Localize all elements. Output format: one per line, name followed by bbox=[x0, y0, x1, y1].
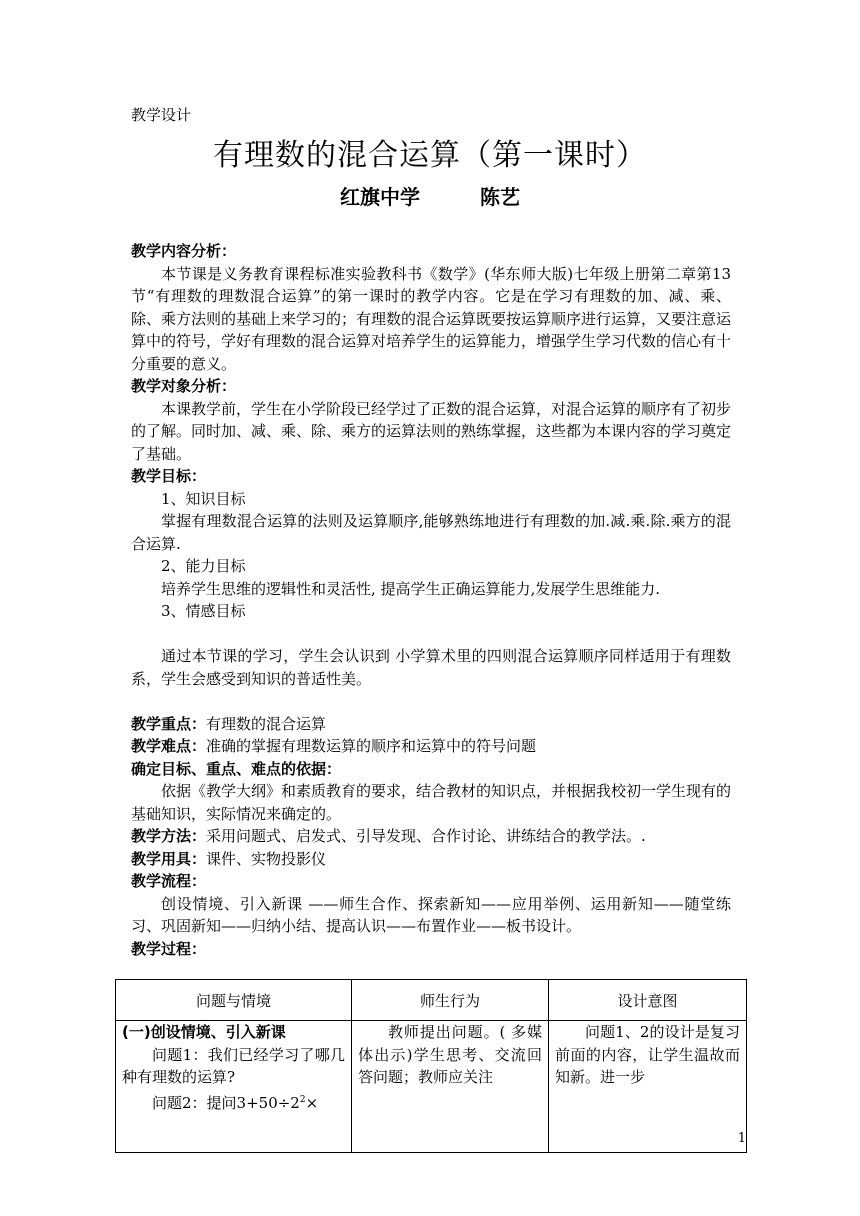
doc-type-label: 教学设计 bbox=[131, 106, 192, 124]
page-title: 有理数的混合运算（第一课时） bbox=[213, 138, 647, 173]
table-header-cell: 设计意图 bbox=[549, 980, 747, 1021]
table-header-cell: 问题与情境 bbox=[116, 980, 352, 1021]
question-2-suffix: × bbox=[305, 1093, 319, 1112]
difficulty-label: 教学难点： bbox=[131, 737, 207, 755]
key-point-label: 教学重点： bbox=[131, 714, 207, 733]
teaching-tools bbox=[131, 848, 731, 871]
goal-ability-title: 2、能力目标 bbox=[161, 557, 246, 575]
question-2 bbox=[122, 1089, 345, 1115]
table-header-row bbox=[116, 980, 747, 1021]
table-cell-situation bbox=[116, 1021, 352, 1153]
table-cell-intent bbox=[549, 1021, 747, 1153]
goal-knowledge-title: 1、知识目标 bbox=[161, 489, 246, 508]
behavior-text: 教师提出问题。( 多媒体出示)学生思考、交流回答问题；教师应关注 bbox=[358, 1023, 542, 1086]
method-label: 教学方法： bbox=[131, 827, 207, 845]
intent-text: 问题1、2的设计是复习前面的内容，让学生温故而知新。进一步 bbox=[555, 1023, 740, 1086]
teaching-method bbox=[131, 825, 731, 848]
table-cell-behavior bbox=[352, 1021, 549, 1153]
process-table bbox=[115, 979, 747, 1153]
question-1: 问题1：我们已经学习了哪几种有理数的运算? bbox=[122, 1045, 345, 1086]
difficulty bbox=[131, 735, 731, 758]
question-2-text: 问题2：提问3+50÷2 bbox=[152, 1093, 300, 1112]
document-body bbox=[131, 240, 731, 960]
section-heading-goals: 教学目标： bbox=[131, 467, 207, 485]
page-number: 1 bbox=[737, 1131, 746, 1146]
method-value: 采用问题式、启发式、引导发现、合作讨论、讲练结合的教学法。. bbox=[206, 827, 646, 845]
question-2-exponent: 2 bbox=[299, 1094, 306, 1105]
tools-label: 教学用具： bbox=[131, 849, 207, 868]
section-heading-object-analysis: 教学对象分析： bbox=[131, 377, 237, 395]
goal-emotion-text: 通过本节课的学习，学生会认识到 小学算术里的四则混合运算顺序同样适用于有理数系，学生会感受到知识的普适性美。 bbox=[131, 647, 731, 688]
table-row bbox=[116, 1021, 747, 1153]
table-header-cell: 师生行为 bbox=[352, 980, 549, 1021]
section-heading-process: 教学过程： bbox=[131, 939, 207, 958]
key-point bbox=[131, 713, 731, 736]
author-line bbox=[0, 181, 860, 210]
school-name: 红旗中学 bbox=[340, 185, 420, 209]
goal-emotion-title: 3、情感目标 bbox=[161, 602, 246, 620]
goal-knowledge-text: 掌握有理数混合运算的法则及运算顺序,能够熟练地进行有理数的加.减.乘.除.乘方的混合运算. bbox=[131, 512, 731, 553]
goal-ability-text: 培养学生思维的逻辑性和灵活性, 提高学生正确运算能力,发展学生思维能力. bbox=[161, 579, 661, 598]
tools-value: 课件、实物投影仪 bbox=[206, 849, 327, 868]
key-point-value: 有理数的混合运算 bbox=[206, 714, 327, 733]
content-analysis-text: 本节课是义务教育课程标准实验教科书《数学》(华东师大版)七年级上册第二章第13节“有理数的理数混合运算”的第一课时的教学内容。它是在学习有理数的加、减、乘、除、乘方法则的基础上来学习的；有理数的混合运算既要按运算顺序进行运算，又要注意运算中的符号，学好有理数的混合运算对培养学生的运算能力，增强学生学习代数的信心有十分重要的意义。 bbox=[131, 264, 732, 373]
row-title: (一)创设情境、引入新课 bbox=[122, 1023, 286, 1041]
basis-text: 依据《教学大纲》和素质教育的要求，结合教材的知识点，并根据我校初一学生现有的基础知识，实际情况来确定的。 bbox=[131, 782, 732, 823]
flow-text: 创设情境、引入新课 ——师生合作、探索新知——应用举例、运用新知——随堂练习、巩固新知——归纳小结、提高认识——布置作业——板书设计。 bbox=[131, 894, 731, 935]
section-heading-flow: 教学流程： bbox=[131, 872, 207, 890]
difficulty-value: 准确的掌握有理数运算的顺序和运算中的符号问题 bbox=[206, 737, 537, 755]
object-analysis-text: 本课教学前，学生在小学阶段已经学过了正数的混合运算，对混合运算的顺序有了初步的了解。同时加、减、乘、除、乘方的运算法则的熟练掌握，这些都为本课内容的学习奠定了基础。 bbox=[131, 399, 732, 463]
section-heading-content-analysis: 教学内容分析： bbox=[131, 242, 237, 260]
section-heading-basis: 确定目标、重点、难点的依据： bbox=[131, 759, 342, 778]
author-name: 陈艺 bbox=[480, 185, 520, 209]
